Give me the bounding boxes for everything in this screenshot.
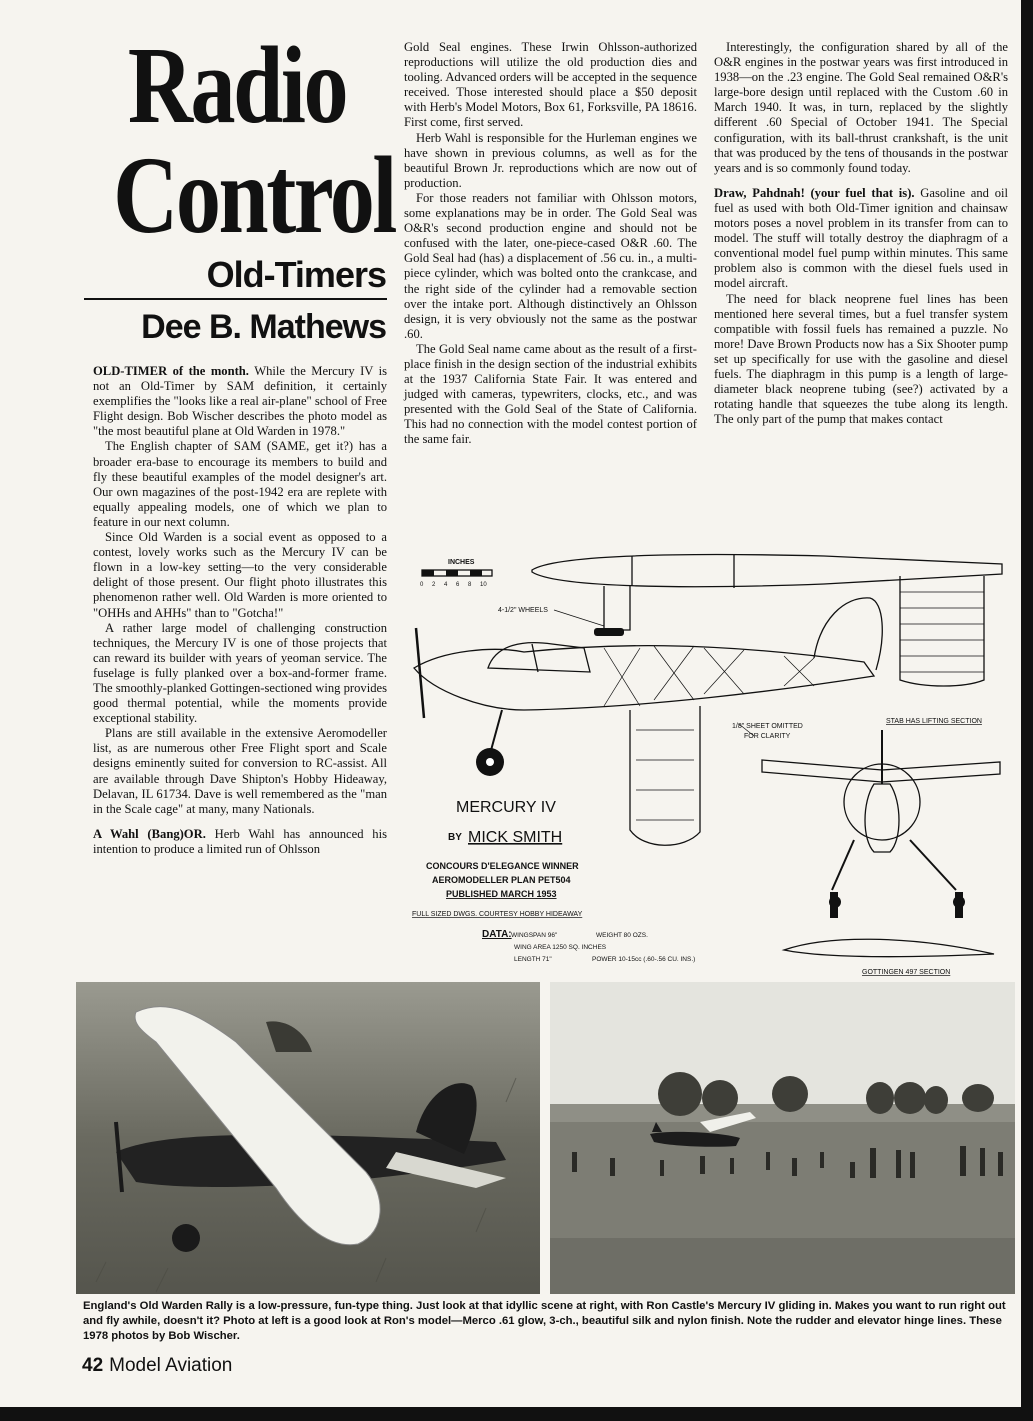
wing-panel-lower [630,706,700,845]
paragraph-text: Interestingly, the configuration shared by all of the O&R engines in the postwar years was first introduced in 1938—on the .23 engine. The Gold Seal remained O&R's large-bore design until replaced with the Custom .60 in March 1940. It was, in turn, replaced by the slightly different .60 Special of October 1941. The Special configuration, with its ball-thrust crankshaft, is the unit that was produced by the tens of thousands in the postwar years and is so commonly found today. [714,40,1008,175]
section-label: GOTTINGEN 497 SECTION [862,969,951,976]
scale-tick: 6 [456,582,460,588]
scale-label: INCHES [448,559,475,566]
paragraph [714,40,1008,176]
front-view-fuselage [865,784,899,852]
run-in-head: A Wahl (Bang)OR. [93,826,206,841]
run-in-head: OLD-TIMER of the month. [93,364,249,378]
scan-edge-bottom [0,1407,1033,1421]
paragraph-text: Gold Seal engines. These Irwin Ohlsson-authorized reproductions will utilize the old production dies and tooling. Advanced orders will be accepted in the sequence received. Those interested should place a $50 deposit with Herb's Model Motors, Box 61, Forksville, PA 18616. First come, first served. [404,40,697,130]
photo-flying-field [550,982,1015,1294]
paragraph-text: A rather large model of challenging construction techniques, the Mercury IV is one of those projects that can reward its builder with years of yeoman service. The fuselage is fully planked over a box-and-former frame. The smoothly-planked Gottingen-sectioned wing provides good thermal potential, while the moments provide exceptional stability. [93,620,387,726]
paragraph [93,621,387,727]
stab-note: STAB HAS LIFTING SECTION [886,718,982,725]
stabilizer-plan [900,576,984,686]
top-view-fuselage [532,555,1002,587]
article-column-2 [404,40,697,448]
paragraph-text: Since Old Warden is a social event as opposed to a contest, lovely works such as the Mercury IV can be flown in a low-key setting—to the very considerable delight of those present. Our flight photo illustrates this phenomenon rather well. Old Warden is more oriented to "OHHs and AHHs" than to "Gotcha!" [93,530,387,620]
scale-tick: 8 [468,582,472,588]
paragraph [93,726,387,817]
paragraph-text: Herb Wahl is responsible for the Hurleman engines we have shown in previous columns, as well as for the beautiful Brown Jr. reproductions which are now out of production. [404,130,697,190]
wing-panel-upper [604,586,630,630]
paragraph-text: While the Mercury IV is not an Old-Timer by SAM definition, it certainly exemplifies the "looks like a real air-plane" school of Free Flight design. Bob Wischer describes the photo model as "the most beautiful plane at Old Warden in 1978." [93,364,388,439]
paragraph-text: The need for black neoprene fuel lines has been mentioned here several times, but a fuel transfer system compatible with fossil fuels has remained a puzzle. No more! Dave Brown Products now has a Six Shooter pump set up specifically for use with the gasoline and diesel fuels. The diaphragm in this pump is a length of large-diameter black neoprene tubing (see?) activated by a rotating handle that squeezes the tube along its length. The only part of the pump that makes contact [714,291,1008,427]
sheet-note: 1/8" SHEET OMITTED [732,723,803,730]
paragraph [404,191,697,342]
paragraph-text: Gasoline and oil fuel as used with both Old-Timer ignition and chainsaw motors poses a novel problem in its transfer from can to model. The stuff will totally destroy the diaphragm of a conventional model fuel pump within minutes. This same problem also is common with the diesel fuels used in model aircraft. [714,185,1008,291]
award-line: AEROMODELLER PLAN PET504 [432,875,571,885]
paragraph [93,439,387,530]
side-view-fuselage [414,646,874,710]
article-column-1 [93,364,387,857]
paragraph [404,131,697,191]
paragraph [714,292,1008,428]
scale-tick: 4 [444,582,448,588]
photo-model-closeup [76,982,540,1294]
paragraph [93,364,387,439]
paragraph-text: Herb Wahl has announced his intention to produce a limited run of Ohlsson [93,826,387,856]
by-prefix: BY [448,832,462,843]
paragraph [404,40,697,131]
paragraph [93,530,387,621]
propeller [416,628,424,718]
scale-tick: 0 [420,582,424,588]
sheet-note: FOR CLARITY [744,733,791,740]
award-line: PUBLISHED MARCH 1953 [446,889,557,899]
award-line: CONCOURS D'ELEGANCE WINNER [426,861,579,871]
scale-tick: 10 [480,582,487,588]
page-footer [82,1355,232,1377]
page-number: 42 [82,1355,104,1376]
paragraph [93,827,387,857]
airfoil-section [784,939,994,956]
wheels-label: 4-1/2" WHEELS [498,607,548,614]
spec-wing-area: WING AREA 1250 SQ. INCHES [514,944,607,951]
spec-wingspan: WINGSPAN 96" [511,932,558,939]
spec-weight: WEIGHT 80 OZS. [596,932,648,939]
scan-edge-right [1021,0,1033,1421]
fin-and-rudder [814,598,882,670]
courtesy-line: FULL SIZED DWGS. COURTESY HOBBY HIDEAWAY [412,911,583,918]
paragraph-text: The Gold Seal name came about as the result of a first-place finish in the design section of the industrial exhibits at the 1937 California State Fair. It was entered and judged with cameras, typewriters, clocks, etc., and was presented with the Gold Seal of the State of California. This had no connection with the model contest portion of the same fair. [404,341,697,447]
title-rule [84,298,387,300]
title-control: Control [113,134,395,256]
plan-drawing [404,540,1008,980]
paragraph-text: Plans are still available in the extensive Aeromodeller list, as are numerous other Free Flight sport and Scale designs eminently suited for conversion to RC-assist. All are available through Dave Shipton's Hobby Hideaway, Delavan, IL 61734. Dave is well remembered as the "man in the Scale cage" at many, many Nationals. [93,726,387,816]
plan-title: MERCURY IV [456,799,556,816]
title-radio: Radio [127,24,347,146]
data-label: DATA: [482,929,512,940]
cabin-windows [488,643,590,672]
designer-name: MICK SMITH [468,829,563,846]
photo-caption: England's Old Warden Rally is a low-pressure, fun-type thing. Just look at that idyllic scene at right, with Ron Castle's Mercury IV gliding in. Makes you want to run right out and fly awhile, doesn't it? Photo at left is a good look at Ron's model—Merco .61 glow, 3-ch., beautiful silk and nylon finish. Note the rudder and elevator hinge lines. These 1978 photos by Bob Wischer. [83,1300,1006,1342]
subtitle: Old-Timers [206,254,386,295]
run-in-head: Draw, Pahdnah! (your fuel that is). [714,185,915,200]
paragraph [404,342,697,448]
paragraph-text: The English chapter of SAM (SAME, get it?) has a broader era-base to encourage its members to build and fly these beautiful examples of the model designer's art. Our own magazines of the post-1942 era are replete with equally appealing models, one of which we plan to feature in our next column. [93,439,387,529]
paragraph-text: For those readers not familiar with Ohlsson motors, some explanations may be in order. The Gold Seal was O&R's second production engine and should not be confused with the later, one-piece-cased O&R .60. The Gold Seal had (has) a displacement of .56 cu. in., a multi-piece cylinder, which was bolted onto the crankcase, and the right side of the cylinder had a removable section over the intake port. Although distinctively an Ohlsson design, it is very obviously not the same as the postwar .60. [404,190,697,341]
magazine-name: Model Aviation [109,1355,233,1376]
top-view-wheel [594,628,624,636]
article-column-3 [714,40,1008,427]
spec-length: LENGTH 71" [514,956,552,963]
scale-tick: 2 [432,582,436,588]
author-byline: Dee B. Mathews [141,308,386,346]
paragraph [714,186,1008,292]
spec-power: POWER 10-15cc (.60-.56 CU. INS.) [592,956,696,963]
